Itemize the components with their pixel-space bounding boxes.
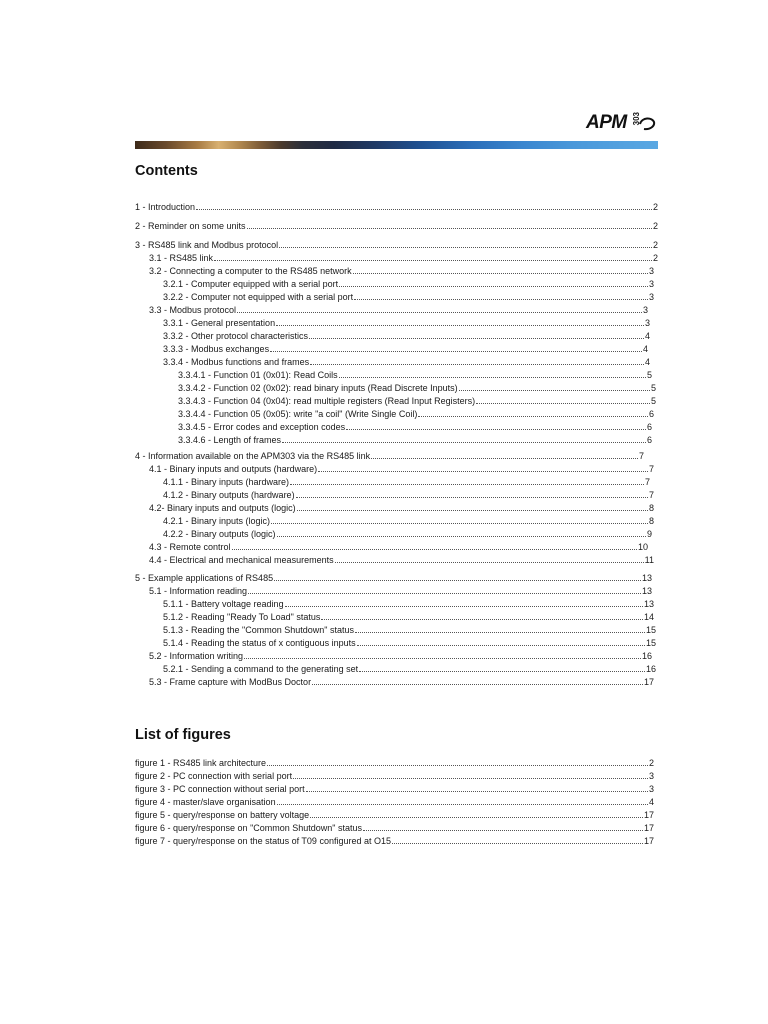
dot-leader xyxy=(277,528,646,537)
dot-leader xyxy=(310,809,643,818)
header-gradient-bar xyxy=(135,141,658,149)
figure-entry-page-number: 3 xyxy=(648,771,654,781)
toc-entry-page-number: 9 xyxy=(646,529,652,539)
toc-entry[interactable] xyxy=(135,450,644,462)
toc-entry-page-number: 4 xyxy=(642,344,648,354)
figure-entry[interactable] xyxy=(135,757,654,769)
toc-entry-label: 4.1 - Binary inputs and outputs (hardware) xyxy=(149,464,318,474)
toc-entry-page-number: 15 xyxy=(645,625,656,635)
toc-entry-label: 3.3 - Modbus protocol xyxy=(149,305,237,315)
toc-entry-page-number: 11 xyxy=(644,555,654,565)
toc-entry-label: 3.2.1 - Computer equipped with a serial port xyxy=(163,279,339,289)
toc-entry[interactable] xyxy=(163,624,656,636)
toc-entry-label: 5.1 - Information reading xyxy=(149,586,248,596)
toc-entry[interactable] xyxy=(149,502,654,514)
logo-number: 303 xyxy=(632,112,641,126)
toc-entry[interactable] xyxy=(163,515,654,527)
dot-leader xyxy=(309,330,644,339)
list-of-figures-heading: List of figures xyxy=(135,727,231,743)
toc-entry-page-number: 5 xyxy=(646,370,652,380)
dot-leader xyxy=(335,554,644,563)
dot-leader xyxy=(293,770,648,779)
toc-entry-page-number: 3 xyxy=(648,279,654,289)
dot-leader xyxy=(296,489,648,498)
toc-entry-label: 5.1.1 - Battery voltage reading xyxy=(163,599,284,609)
toc-entry[interactable] xyxy=(163,611,654,623)
toc-entry-page-number: 4 xyxy=(644,331,650,341)
dot-leader xyxy=(459,382,650,391)
toc-entry-label: 3.3.4.3 - Function 04 (0x04): read multiple registers (Read Input Registers) xyxy=(178,396,476,406)
dot-leader xyxy=(196,201,652,210)
toc-entry-label: 3.1 - RS485 link xyxy=(149,253,214,263)
toc-entry-page-number: 7 xyxy=(648,464,654,474)
toc-entry-label: 3.3.4.6 - Length of frames xyxy=(178,435,282,445)
dot-leader xyxy=(290,476,644,485)
toc-entry-label: 2 - Reminder on some units xyxy=(135,221,246,231)
dot-leader xyxy=(237,304,642,313)
toc-entry[interactable] xyxy=(163,476,650,488)
toc-entry[interactable] xyxy=(163,528,652,540)
dot-leader xyxy=(363,822,643,831)
toc-entry[interactable] xyxy=(135,572,652,584)
dot-leader xyxy=(355,624,645,633)
figure-entry-page-number: 17 xyxy=(643,836,654,846)
toc-entry[interactable] xyxy=(149,554,654,566)
toc-entry[interactable] xyxy=(178,421,652,433)
toc-entry[interactable] xyxy=(149,585,652,597)
toc-entry[interactable] xyxy=(135,220,658,232)
toc-entry-label: 5.2.1 - Sending a command to the generating set xyxy=(163,664,359,674)
toc-entry-label: 3.3.4.2 - Function 02 (0x02): read binary inputs (Read Discrete Inputs) xyxy=(178,383,458,393)
toc-entry-page-number: 5 xyxy=(650,396,656,406)
toc-entry[interactable] xyxy=(178,434,652,446)
dot-leader xyxy=(285,598,643,607)
toc-entry-label: 5 - Example applications of RS485 xyxy=(135,573,274,583)
figure-entry[interactable] xyxy=(135,796,654,808)
dot-leader xyxy=(339,278,648,287)
toc-entry-label: 4.3 - Remote control xyxy=(149,542,231,552)
figure-entry-label: figure 5 - query/response on battery voltage xyxy=(135,810,310,820)
toc-entry[interactable] xyxy=(149,265,654,277)
toc-entry[interactable] xyxy=(163,489,654,501)
toc-entry-page-number: 4 xyxy=(644,357,650,367)
toc-entry-page-number: 2 xyxy=(652,253,658,263)
dot-leader xyxy=(353,265,648,274)
dot-leader xyxy=(359,663,645,672)
dot-leader xyxy=(274,572,641,581)
figure-entry-label: figure 7 - query/response on the status of T09 configured at O15 xyxy=(135,836,391,846)
dot-leader xyxy=(277,796,648,805)
toc-entry[interactable] xyxy=(163,330,650,342)
toc-entry[interactable] xyxy=(178,382,656,394)
toc-entry-page-number: 13 xyxy=(641,586,652,596)
dot-leader xyxy=(354,291,648,300)
toc-entry-page-number: 15 xyxy=(645,638,656,648)
toc-entry[interactable] xyxy=(163,278,654,290)
dot-leader xyxy=(214,252,652,261)
toc-entry-page-number: 3 xyxy=(642,305,648,315)
toc-entry[interactable] xyxy=(178,395,656,407)
toc-entry[interactable] xyxy=(163,356,650,368)
toc-entry[interactable] xyxy=(135,239,658,251)
toc-entry[interactable] xyxy=(149,463,654,475)
toc-entry[interactable] xyxy=(178,369,652,381)
figure-entry-label: figure 6 - query/response on "Common Shutdown" status xyxy=(135,823,363,833)
toc-entry-page-number: 16 xyxy=(641,651,652,661)
dot-leader xyxy=(312,676,643,685)
toc-entry-page-number: 3 xyxy=(648,266,654,276)
toc-entry[interactable] xyxy=(163,598,654,610)
toc-entry-label: 3.3.4.1 - Function 01 (0x01): Read Coils xyxy=(178,370,338,380)
dot-leader xyxy=(270,343,642,352)
toc-entry-label: 5.1.4 - Reading the status of x contiguous inputs xyxy=(163,638,356,648)
logo-text: APM xyxy=(586,112,627,133)
figure-entry-page-number: 2 xyxy=(648,758,654,768)
dot-leader xyxy=(279,239,652,248)
dot-leader xyxy=(297,502,648,511)
toc-entry-page-number: 7 xyxy=(648,490,654,500)
toc-entry-page-number: 3 xyxy=(648,292,654,302)
toc-entry-label: 4.2.2 - Binary outputs (logic) xyxy=(163,529,276,539)
toc-entry[interactable] xyxy=(178,408,654,420)
toc-entry-label: 3.3.4 - Modbus functions and frames xyxy=(163,357,310,367)
toc-entry[interactable] xyxy=(163,291,654,303)
logo-swoosh-icon xyxy=(638,116,656,132)
toc-entry-label: 4.1.2 - Binary outputs (hardware) xyxy=(163,490,295,500)
toc-entry-page-number: 6 xyxy=(646,435,652,445)
toc-entry-page-number: 17 xyxy=(643,677,654,687)
figure-entry-page-number: 17 xyxy=(643,823,654,833)
figure-entry[interactable] xyxy=(135,809,654,821)
toc-entry-label: 5.2 - Information writing xyxy=(149,651,244,661)
figure-entry[interactable] xyxy=(135,822,654,834)
toc-entry-page-number: 7 xyxy=(644,477,650,487)
toc-entry-label: 3 - RS485 link and Modbus protocol xyxy=(135,240,279,250)
toc-entry[interactable] xyxy=(149,650,652,662)
toc-entry-page-number: 2 xyxy=(652,202,658,212)
figure-entry-page-number: 17 xyxy=(643,810,654,820)
toc-entry-page-number: 2 xyxy=(652,221,658,231)
toc-entry-label: 4.1.1 - Binary inputs (hardware) xyxy=(163,477,290,487)
toc-entry[interactable] xyxy=(135,201,658,213)
toc-entry-page-number: 13 xyxy=(643,599,654,609)
dot-leader xyxy=(476,395,650,404)
figure-entry[interactable] xyxy=(135,783,654,795)
figure-entry-label: figure 4 - master/slave organisation xyxy=(135,797,276,807)
figure-entry-label: figure 1 - RS485 link architecture xyxy=(135,758,267,768)
figure-entry[interactable] xyxy=(135,770,654,782)
toc-entry-page-number: 8 xyxy=(648,516,654,526)
dot-leader xyxy=(318,463,648,472)
toc-entry-page-number: 2 xyxy=(652,240,658,250)
toc-entry[interactable] xyxy=(163,637,656,649)
toc-entry-label: 1 - Introduction xyxy=(135,202,196,212)
toc-entry-label: 5.1.2 - Reading "Ready To Load" status xyxy=(163,612,321,622)
toc-entry-page-number: 5 xyxy=(650,383,656,393)
dot-leader xyxy=(271,515,648,524)
toc-entry-label: 3.3.4.5 - Error codes and exception codes xyxy=(178,422,346,432)
apm-logo xyxy=(586,110,658,140)
toc-entry-page-number: 14 xyxy=(643,612,654,622)
toc-entry-label: 3.3.4.4 - Function 05 (0x05): write "a coil" (Write Single Coil) xyxy=(178,409,418,419)
dot-leader xyxy=(267,757,648,766)
dot-leader xyxy=(371,450,638,459)
dot-leader xyxy=(232,541,637,550)
toc-entry[interactable] xyxy=(149,252,658,264)
toc-entry-page-number: 10 xyxy=(637,542,648,552)
dot-leader xyxy=(248,585,641,594)
figure-entry[interactable] xyxy=(135,835,654,847)
toc-entry[interactable] xyxy=(163,343,648,355)
figure-entry-label: figure 2 - PC connection with serial port xyxy=(135,771,293,781)
toc-entry-page-number: 6 xyxy=(646,422,652,432)
toc-entry[interactable] xyxy=(149,541,648,553)
toc-entry-label: 4.2.1 - Binary inputs (logic) xyxy=(163,516,271,526)
toc-entry-label: 3.3.1 - General presentation xyxy=(163,318,276,328)
toc-entry[interactable] xyxy=(149,304,648,316)
toc-entry[interactable] xyxy=(163,317,650,329)
toc-entry-label: 3.3.2 - Other protocol characteristics xyxy=(163,331,309,341)
contents-heading: Contents xyxy=(135,163,198,179)
dot-leader xyxy=(244,650,641,659)
toc-entry-label: 3.2 - Connecting a computer to the RS485 network xyxy=(149,266,352,276)
toc-entry[interactable] xyxy=(149,676,654,688)
toc-entry-label: 5.3 - Frame capture with ModBus Doctor xyxy=(149,677,312,687)
dot-leader xyxy=(418,408,648,417)
toc-entry-page-number: 3 xyxy=(644,318,650,328)
dot-leader xyxy=(276,317,644,326)
dot-leader xyxy=(282,434,646,443)
toc-entry-page-number: 13 xyxy=(641,573,652,583)
dot-leader xyxy=(306,783,648,792)
toc-entry-label: 5.1.3 - Reading the "Common Shutdown" status xyxy=(163,625,354,635)
dot-leader xyxy=(392,835,643,844)
figure-entry-label: figure 3 - PC connection without serial port xyxy=(135,784,305,794)
toc-entry-label: 3.2.2 - Computer not equipped with a serial port xyxy=(163,292,354,302)
dot-leader xyxy=(346,421,646,430)
dot-leader xyxy=(357,637,645,646)
dot-leader xyxy=(321,611,643,620)
toc-entry-label: 3.3.3 - Modbus exchanges xyxy=(163,344,270,354)
toc-entry-page-number: 7 xyxy=(638,451,644,461)
toc-entry-page-number: 16 xyxy=(645,664,656,674)
dot-leader xyxy=(310,356,644,365)
toc-entry[interactable] xyxy=(163,663,656,675)
dot-leader xyxy=(247,220,652,229)
toc-entry-page-number: 6 xyxy=(648,409,654,419)
figure-entry-page-number: 3 xyxy=(648,784,654,794)
figure-entry-page-number: 4 xyxy=(648,797,654,807)
toc-entry-label: 4.4 - Electrical and mechanical measurements xyxy=(149,555,334,565)
dot-leader xyxy=(339,369,646,378)
toc-entry-label: 4 - Information available on the APM303 via the RS485 link xyxy=(135,451,371,461)
toc-entry-label: 4.2- Binary inputs and outputs (logic) xyxy=(149,503,296,513)
toc-entry-page-number: 8 xyxy=(648,503,654,513)
